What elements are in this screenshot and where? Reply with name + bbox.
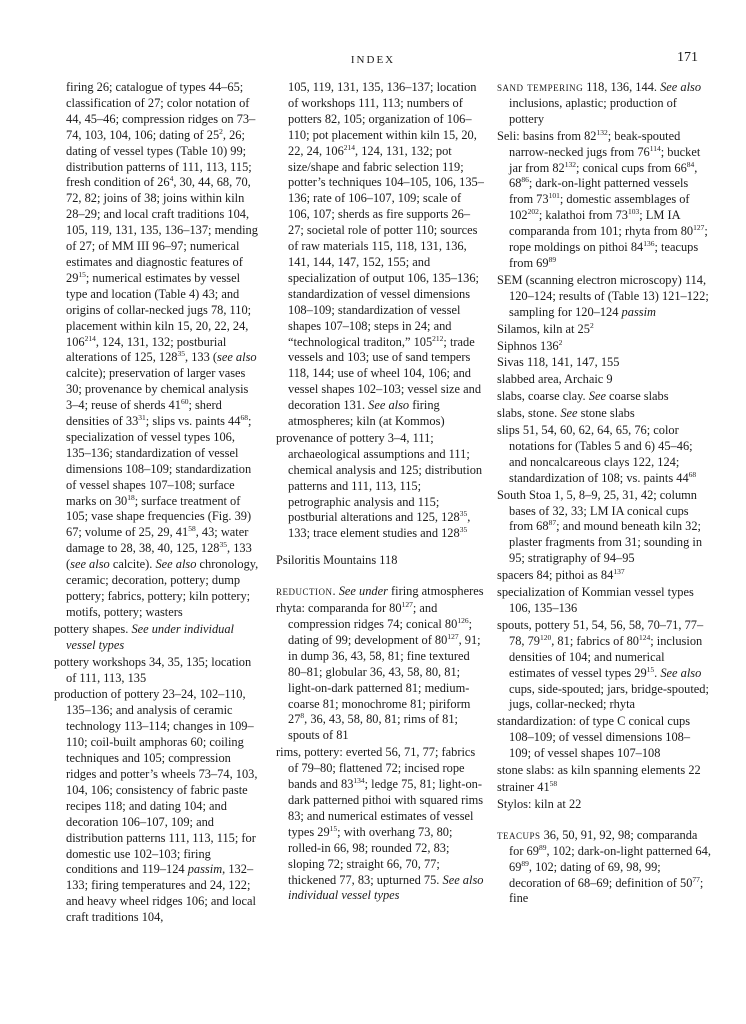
index-entry: stone slabs: as kiln spanning elements 22 bbox=[497, 763, 701, 778]
index-entry: South Stoa 1, 5, 8–9, 25, 31, 42; column bases of 32, 33; LM IA conical cups from $68^{87}$; and mound beneath kiln 32; plaster fragments from 31; sounding in 95; stratigraphy of 94–95 bbox=[497, 487, 703, 566]
index-entry: specialization of Kommian vessel types 106, 135–136 bbox=[497, 585, 694, 615]
index-entry: Seli: basins from $82^{132}$; beak-spouted narrow-necked jugs from $76^{114}$; bucket jar from $82^{132}$; conical cups from $66^{84}$, $68^{86}$; dark-on-light patterned vessels from $73^{101}$; domestic assemblages of $102^{202}$; kalathoi from $73^{103}$; LM IA comparanda from 101; rhyta from $80^{127}$; rope moldings on pithoi $84^{136}$; teacups from $69^{89}$ bbox=[497, 127, 708, 270]
page-number: 171 bbox=[677, 50, 698, 65]
index-entry: pottery shapes. See under individual vessel types bbox=[54, 621, 234, 652]
index-entry: standardization: of type C conical cups 108–109; of vessel dimensions 108–109; of vessel shapes 107–108 bbox=[497, 714, 691, 761]
index-entry: firing 26; catalogue of types 44–65; classification of 27; color notation of 44, 45–46; compression ridges on 73–74, 103, 104, 106; dating of $25^2$, 26; dating of vessel types (Table 10) 99; distribution patterns of 111, 113, 115; fresh condition of $26^4$, 30, 44, 68, 70, 72, 82; joins of 38; joins within kiln 28–29; and local craft traditions 104, 105, 119, 131, 135, 136–137; mending of 27; of MM III 96–97; numerical estimates and diagnostic features of $29^{15}$; numerical estimates by vessel type and location (Table 4) 43; and origins of collar-necked jugs 78, 110; placement within kiln 15, 20, 22, 24, $106^{214}$, 124, 131, 132; postburial alterations of 125, $128^{35}$, 133 (see also calcite); preservation of larger vases 30; provenance by chemical analysis 3–4; reuse of sherds $41^{60}$; sherd densities of $33^{31}$; slips vs. paints $44^{68}$; specialization of vessel types 106, 135–136; standardization of vessel dimensions 108–109; standardization of vessel shapes 107–108; surface marks on $30^{18}$; surface treatment of 105; vase shape frequencies (Fig. 39) 67; volume of 25, 29, $41^{58}$, 43; water damage to 28, 38, 40, 125, $128^{35}$, 133 (see also calcite). See also chronology, ceramic; decoration, pottery; dump pottery; fabrics, pottery; kiln pottery; motifs, pottery; wasters bbox=[66, 80, 259, 619]
index-entry: SEM (scanning electron microscopy) 114, 120–124; results of (Table 13) 121–122; sampling for 120–124 passim bbox=[497, 272, 709, 319]
index-entry: teacups 36, 50, 91, 92, 98; comparanda for $69^{89}$, 102; dark-on-light patterned 64, $69^{89}$, 102; dating of 69, 98, 99; decoration of 68–69; definition of $50^{77}$; fine bbox=[497, 827, 711, 906]
index-entry: Siphnos $136^2$ bbox=[497, 337, 563, 353]
index-entry: spacers 84; pithoi as $84^{137}$ bbox=[497, 567, 625, 583]
index-entry: slabs, coarse clay. See coarse slabs bbox=[497, 389, 669, 404]
index-entry: rims, pottery: everted 56, 71, 77; fabrics of 79–80; flattened 72; incised rope bands and $83^{134}$; ledge 75, 81; light-on-dark patterned pithoi with squared rims 83; and numerical estimates of vessel types $29^{15}$; with overhang 73, 80; rolled-in 66, 98; rounded 72, 83; sloping 72; straight 66, 70, 77; thickened 77, 83; upturned 75. See also individual vessel types bbox=[276, 745, 484, 903]
index-entry: rhyta: comparanda for $80^{127}$; and compression ridges 74; conical $80^{126}$; dating of 99; development of $80^{127}$, 91; in dump 36, 43, 58, 81; fine textured 80–81; globular 36, 43, 58, 80, 81; light-on-dark patterned 81; medium-coarse 81; monochrome 81; piriform $27^8$, 36, 43, 58, 80, 81; rims of 81; spouts of 81 bbox=[276, 599, 481, 743]
index-entry: 105, 119, 131, 135, 136–137; location of workshops 111, 113; numbers of potters 82, 105; organization of 106–110; pot placement within kiln 15, 20, 22, 24, $106^{214}$, 124, 131, 132; pot size/shape and fabric selection 119; potter’s techniques 104–105, 106, 135–136; rate of 106–107, 109; scale of 106, 107; sherds as fire supports 26–27; societal role of potter 110; sources of raw materials 115, 118, 131, 136, 141, 144, 147, 152, 155; and specialization of output 106, 135–136; standardization of vessel dimensions 108–109; standardization of vessel shapes 107–108; steps in 24; and “technological traditon,” $105^{212}$; trade vessels and 103; use of sand tempers 118, 144; use of wheel 104, 106; and vessel shapes 102–103; vessel size and decoration 131. See also firing atmospheres; kiln (at Kommos) bbox=[288, 80, 484, 429]
index-entry: pottery workshops 34, 35, 135; location of 111, 113, 135 bbox=[54, 654, 252, 685]
index-entry: reduction. See under firing atmospheres bbox=[276, 584, 484, 599]
running-header: INDEX bbox=[350, 54, 396, 66]
index-entry: Psiloritis Mountains 118 bbox=[276, 553, 398, 568]
index-column-2 bbox=[276, 80, 484, 905]
index-column-1 bbox=[54, 80, 262, 927]
index-entry: Stylos: kiln at 22 bbox=[497, 796, 582, 811]
index-entry: production of pottery 23–24, 102–110, 135–136; and analysis of ceramic technology 113–114; changes in 109–110; coil-built amphoras 60; coiling techniques and 105; compression ridges and potter’s wheels 73–74, 103, 104, 106; consistency of fabric paste recipes 118; and dating 104; and decoration 106–107, 109; and distribution patterns 111, 113, 115; for domestic use 102–103; firing conditions and 119–124 passim, 132–133; firing temperatures and 24, 122; and heavy wheel ridges 106; and local craft traditions 104, bbox=[54, 687, 258, 925]
index-entry: provenance of pottery 3–4, 111; archaeological assumptions and 111; chemical analysis and 125; distribution patterns and 111, 113, 115; petrographic analysis and 115; postburial alterations and 125, $128^{35}$, 133; trace element studies and $128^{35}$ bbox=[276, 430, 483, 541]
index-entry: Sivas 118, 141, 147, 155 bbox=[497, 355, 620, 370]
index-entry: Silamos, kiln at $25^2$ bbox=[497, 320, 594, 336]
index-column-3 bbox=[497, 80, 711, 908]
index-entry: slips 51, 54, 60, 62, 64, 65, 76; color notations for (Tables 5 and 6) 45–46; and noncalcareous clays 122, 124; standardization of 108; vs. paints $44^{68}$ bbox=[497, 423, 697, 485]
index-entry: sand tempering 118, 136, 144. See also inclusions, aplastic; production of pottery bbox=[497, 80, 702, 126]
index-entry: spouts, pottery 51, 54, 56, 58, 70–71, 77–78, $79^{120}$, 81; fabrics of $80^{124}$; inclusion densities of 104; and numerical estimates of vessel types $29^{15}$. See also cups, side-spouted; jars, bridge-spouted; jugs, collar-necked; rhyta bbox=[497, 617, 709, 712]
index-entry: slabs, stone. See stone slabs bbox=[497, 406, 635, 421]
index-entry: strainer $41^{58}$ bbox=[497, 778, 558, 794]
index-entry: slabbed area, Archaic 9 bbox=[497, 372, 613, 387]
